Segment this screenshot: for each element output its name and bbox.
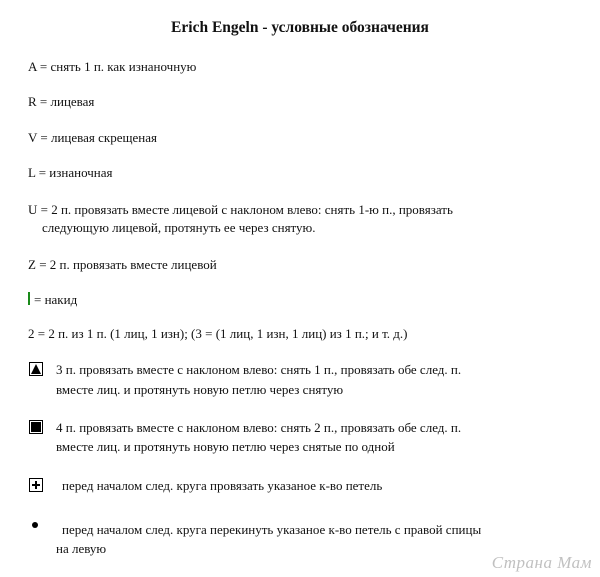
legend-u-continued: следующую лицевой, протянуть ее через снятую. — [42, 220, 316, 235]
yarn-over-icon — [28, 292, 30, 305]
legend-yarn-over — [28, 290, 77, 310]
legend-plus: перед началом след. круга провязать указаное к-во петель — [62, 478, 383, 493]
legend-u: U = 2 п. провязать вместе лицевой с наклоном влево: снять 1-ю п., провязать — [28, 202, 453, 217]
legend-increase: 2 = 2 п. из 1 п. (1 лиц, 1 изн); (3 = (1 лиц, 1 изн, 1 лиц) из 1 п.; и т. д.) — [28, 326, 408, 341]
watermark: Страна Мам — [491, 553, 592, 572]
legend-a: A = снять 1 п. как изнаночную — [28, 59, 197, 74]
page-title: Erich Engeln - условные обозначения — [171, 19, 429, 36]
legend-square: 4 п. провязать вместе с наклоном влево: снять 2 п., провязать обе след. п. — [56, 420, 462, 435]
legend-dot: перед началом след. круга перекинуть указаное к-во петель с правой спицы — [62, 522, 482, 537]
legend-dot-continued: на левую — [56, 541, 107, 556]
legend-square-continued: вместе лиц. и протянуть новую петлю через снятые по одной — [56, 439, 395, 454]
square-icon — [29, 420, 43, 434]
legend-v: V = лицевая скрещеная — [28, 130, 157, 145]
legend-l: L = изнаночная — [28, 165, 113, 180]
triangle-icon — [29, 362, 43, 376]
legend-triangle-continued: вместе лиц. и протянуть новую петлю через снятую — [56, 382, 344, 397]
legend-r: R = лицевая — [28, 94, 95, 109]
legend-z: Z = 2 п. провязать вместе лицевой — [28, 257, 217, 272]
bullet-icon — [32, 522, 38, 528]
legend-triangle: 3 п. провязать вместе с наклоном влево: снять 1 п., провязать обе след. п. — [56, 362, 462, 377]
legend-yarn-over-label: = накид — [34, 292, 78, 307]
plus-icon — [29, 478, 43, 492]
